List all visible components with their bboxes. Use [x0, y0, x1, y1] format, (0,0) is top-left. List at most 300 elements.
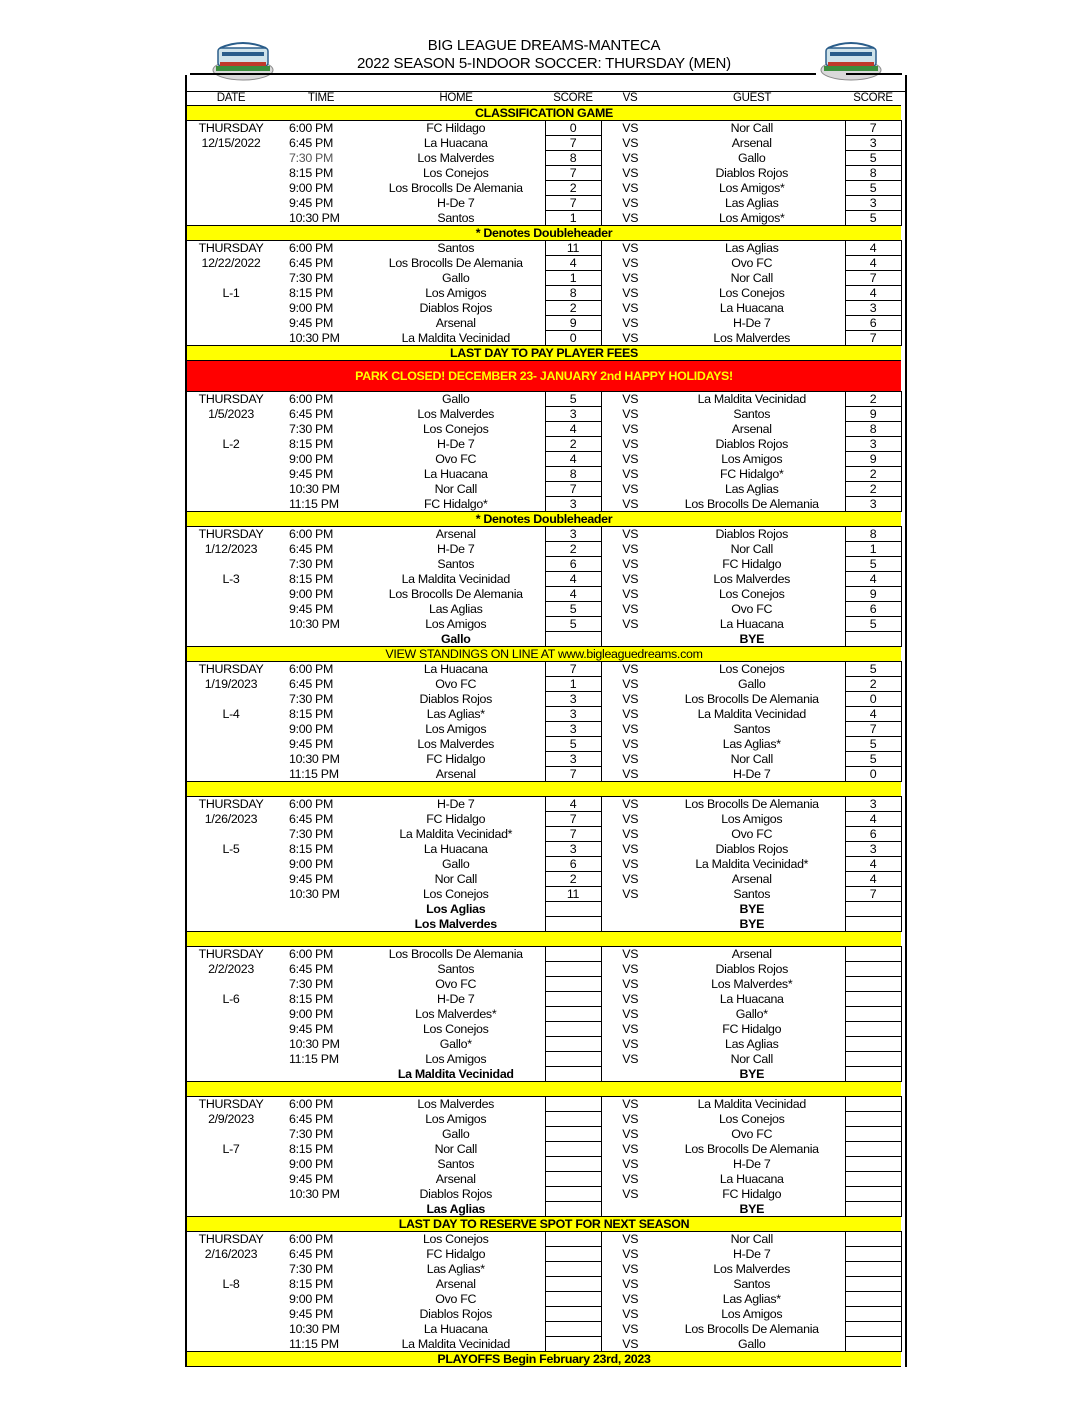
home-score: [545, 1247, 601, 1262]
guest-team: Las Aglias: [725, 1037, 779, 1051]
home-team: Los Brocolls De Alemania: [388, 587, 523, 601]
bye-label: BYE: [739, 916, 765, 931]
banner-text: LAST DAY TO PAY PLAYER FEES: [187, 346, 901, 361]
game-time: 8:15 PM: [289, 437, 334, 451]
separator-cell: [187, 782, 901, 797]
game-row: [187, 1292, 901, 1307]
game-row: [187, 572, 901, 587]
guest-score: [845, 1052, 901, 1067]
guest-score: 8: [845, 527, 901, 542]
home-score: 1: [545, 211, 601, 226]
game-time: 10:30 PM: [289, 617, 340, 631]
week-day: THURSDAY: [198, 947, 264, 962]
week-day: THURSDAY: [198, 1232, 264, 1247]
week-day: THURSDAY: [198, 797, 264, 812]
vs-cell: VS: [622, 1142, 639, 1156]
guest-team: Las Aglias*: [722, 1292, 781, 1306]
guest-score: [845, 1337, 901, 1352]
week-date: 1/5/2023: [208, 407, 254, 421]
vs-cell: VS: [622, 992, 639, 1006]
column-header-row: [187, 92, 901, 106]
guest-score: [845, 1007, 901, 1022]
vs-cell: VS: [622, 1336, 639, 1351]
date-cell: [187, 872, 275, 887]
game-row: [187, 827, 901, 842]
guest-score: 5: [845, 737, 901, 752]
vs-cell: VS: [622, 527, 639, 542]
vs-cell: VS: [622, 602, 639, 616]
date-cell: [187, 1022, 275, 1037]
game-time: 6:00 PM: [289, 241, 334, 256]
home-team: FC Hidalgo: [426, 812, 486, 826]
guest-score: 2: [845, 392, 901, 407]
col-guest: GUEST: [659, 92, 845, 106]
game-time: 6:45 PM: [289, 407, 334, 421]
game-row: [187, 437, 901, 452]
home-team: Los Brocolls De Alemania: [388, 947, 523, 962]
guest-score: [845, 977, 901, 992]
home-team: Ovo FC: [435, 452, 477, 466]
date-cell: [187, 857, 275, 872]
home-score: 9: [545, 316, 601, 331]
game-row: [187, 527, 901, 542]
vs-cell: VS: [622, 151, 639, 165]
guest-team: Arsenal: [731, 947, 772, 962]
col-score: SCORE: [545, 92, 601, 106]
guest-score: [845, 1127, 901, 1142]
home-team: Gallo*: [439, 1037, 472, 1051]
vs-cell: VS: [622, 587, 639, 601]
game-row: [187, 542, 901, 557]
game-row: [187, 707, 901, 722]
home-score: 4: [545, 422, 601, 437]
home-score: [545, 992, 601, 1007]
vs-cell: VS: [622, 467, 639, 481]
banner-text: CLASSIFICATION GAME: [187, 106, 901, 121]
guest-team: Arsenal: [731, 872, 772, 886]
home-score: 3: [545, 407, 601, 422]
guest-score: [845, 1172, 901, 1187]
home-score: 7: [545, 812, 601, 827]
guest-team: Arsenal: [731, 422, 772, 436]
vs-cell: VS: [622, 1112, 639, 1126]
date-cell: [187, 452, 275, 467]
vs-cell: VS: [622, 1172, 639, 1186]
week-day: THURSDAY: [198, 241, 264, 256]
game-time: 6:00 PM: [289, 527, 334, 542]
game-row: [187, 286, 901, 301]
vs-cell: VS: [622, 196, 639, 210]
guest-team: Las Aglias*: [722, 737, 781, 751]
home-score: 4: [545, 452, 601, 467]
guest-score: 4: [845, 857, 901, 872]
vs-cell: VS: [622, 256, 639, 270]
bye-label: BYE: [739, 1201, 765, 1216]
home-score: 7: [545, 166, 601, 181]
vs-cell: VS: [622, 1127, 639, 1141]
guest-team: Diablos Rojos: [715, 962, 789, 976]
vs-cell: [601, 632, 659, 647]
col-score-guest: SCORE: [845, 92, 901, 106]
guest-team: Nor Call: [730, 1052, 773, 1066]
game-row: [187, 587, 901, 602]
week-date: 1/26/2023: [204, 812, 258, 826]
guest-team: Los Brocolls De Alemania: [684, 1322, 819, 1336]
game-row: [187, 1022, 901, 1037]
week-label: L-8: [222, 1277, 240, 1291]
guest-team: Diablos Rojos: [715, 842, 789, 856]
home-team: La Huacana: [423, 662, 488, 677]
week-day: THURSDAY: [198, 392, 264, 407]
guest-team: FC Hidalgo: [722, 557, 782, 571]
home-team: Los Amigos: [425, 722, 487, 736]
vs-cell: VS: [622, 1007, 639, 1021]
guest-team: Las Aglias: [725, 196, 779, 210]
guest-score: [845, 962, 901, 977]
guest-score: 3: [845, 437, 901, 452]
sheet-top-gap: [187, 75, 905, 92]
vs-cell: VS: [622, 1097, 639, 1112]
home-team: Arsenal: [435, 1277, 476, 1291]
game-time: [275, 917, 367, 932]
guest-score: 0: [845, 692, 901, 707]
guest-score: 4: [845, 707, 901, 722]
date-cell: [187, 1007, 275, 1022]
week-label: L-1: [222, 286, 240, 300]
game-time: 9:00 PM: [289, 587, 334, 601]
date-cell: [187, 181, 275, 196]
home-team: Las Aglias*: [426, 1262, 485, 1276]
game-time: 6:45 PM: [289, 256, 334, 270]
guest-score: [845, 1097, 901, 1112]
guest-team: Arsenal: [731, 136, 772, 150]
game-time: 10:30 PM: [289, 1187, 340, 1201]
game-row: [187, 797, 901, 812]
game-row: [187, 842, 901, 857]
home-score: 7: [545, 827, 601, 842]
home-score: 3: [545, 752, 601, 767]
guest-score: [845, 1037, 901, 1052]
home-team: Los Malverdes: [417, 1097, 495, 1112]
game-time: 7:30 PM: [289, 1127, 334, 1141]
home-team: Los Malverdes: [417, 737, 495, 751]
game-row: [187, 166, 901, 181]
home-score: 0: [545, 331, 601, 346]
home-score: [545, 1307, 601, 1322]
week-day: THURSDAY: [198, 121, 264, 136]
col-vs: VS: [601, 92, 659, 106]
home-team: Los Amigos: [425, 617, 487, 631]
vs-cell: VS: [622, 482, 639, 496]
game-time: 10:30 PM: [289, 1322, 340, 1336]
date-cell: [187, 1052, 275, 1067]
guest-score: [845, 1307, 901, 1322]
vs-cell: VS: [622, 1322, 639, 1336]
week-label: L-2: [222, 437, 240, 451]
game-row: [187, 1247, 901, 1262]
game-time: 6:00 PM: [289, 947, 334, 962]
game-row: [187, 767, 901, 782]
vs-cell: VS: [622, 692, 639, 706]
date-cell: [187, 1322, 275, 1337]
game-row: [187, 1112, 901, 1127]
guest-score: 9: [845, 407, 901, 422]
game-row: [187, 467, 901, 482]
week-date: 1/19/2023: [204, 677, 258, 691]
date-cell: [187, 151, 275, 166]
home-team: La Maldita Vecinidad: [401, 330, 510, 345]
guest-team: FC Hidalgo: [722, 1187, 782, 1201]
game-row: [187, 602, 901, 617]
guest-score: [845, 1292, 901, 1307]
guest-score: [845, 1277, 901, 1292]
game-time: 6:45 PM: [289, 962, 334, 976]
home-score: [545, 632, 601, 647]
vs-cell: VS: [622, 766, 639, 781]
game-row: [187, 722, 901, 737]
guest-team: Gallo: [738, 1336, 766, 1351]
home-score: [545, 1142, 601, 1157]
guest-team: Los Conejos: [718, 286, 785, 300]
guest-score: 3: [845, 196, 901, 211]
home-team: Ovo FC: [435, 677, 477, 691]
game-row: [187, 752, 901, 767]
week-date: 2/9/2023: [208, 1112, 254, 1126]
vs-cell: VS: [622, 1187, 639, 1201]
guest-team: Nor Call: [730, 1232, 773, 1247]
guest-score: [845, 632, 901, 647]
banner-text: PARK CLOSED! DECEMBER 23- JANUARY 2nd HAPPY HOLIDAYS!: [187, 361, 901, 392]
game-time: 6:45 PM: [289, 1112, 334, 1126]
home-team: Los Brocolls De Alemania: [388, 256, 523, 270]
home-team: Los Conejos: [422, 166, 489, 180]
schedule-table: [187, 92, 902, 1367]
home-team: Las Aglias*: [426, 707, 485, 721]
guest-score: [845, 947, 901, 962]
guest-team: Santos: [733, 887, 771, 901]
guest-score: 4: [845, 872, 901, 887]
game-row: [187, 992, 901, 1007]
guest-score: 3: [845, 136, 901, 151]
game-time: 7:30 PM: [289, 271, 334, 285]
home-score: [545, 947, 601, 962]
guest-team: Los Malverdes: [713, 572, 791, 586]
col-home: HOME: [367, 92, 545, 106]
game-row: [187, 1052, 901, 1067]
guest-score: [845, 1232, 901, 1247]
date-cell: [187, 422, 275, 437]
week-day: THURSDAY: [198, 662, 264, 677]
guest-score: 5: [845, 617, 901, 632]
guest-team: Los Malverdes: [713, 1262, 791, 1276]
separator-cell: [187, 932, 901, 947]
home-team: Los Amigos: [425, 1052, 487, 1066]
home-team: FC Hidalgo: [426, 752, 486, 766]
home-team: Nor Call: [434, 1142, 477, 1156]
bye-row: [187, 632, 901, 647]
date-cell: [187, 482, 275, 497]
home-team: Los Conejos: [422, 1022, 489, 1036]
home-team: Arsenal: [435, 1172, 476, 1186]
home-score: 5: [545, 602, 601, 617]
home-team: Los Conejos: [422, 422, 489, 436]
game-time: 8:15 PM: [289, 707, 334, 721]
game-row: [187, 422, 901, 437]
date-cell: [187, 497, 275, 512]
home-team: Las Aglias: [429, 602, 483, 616]
guest-score: 6: [845, 316, 901, 331]
guest-team: Santos: [733, 722, 771, 736]
home-score: 5: [545, 617, 601, 632]
vs-cell: VS: [622, 857, 639, 871]
home-team: Los Conejos: [422, 1232, 489, 1247]
guest-score: 2: [845, 482, 901, 497]
vs-cell: VS: [622, 542, 639, 556]
guest-score: 4: [845, 572, 901, 587]
notice-banner: [187, 106, 901, 121]
game-time: 8:15 PM: [289, 1142, 334, 1156]
home-score: 2: [545, 437, 601, 452]
bye-team: Gallo: [441, 631, 471, 646]
guest-score: [845, 917, 901, 932]
game-row: [187, 211, 901, 226]
game-row: [187, 196, 901, 211]
guest-score: 4: [845, 256, 901, 271]
home-team: Diablos Rojos: [419, 1307, 493, 1321]
page-subtitle: 2022 SEASON 5-INDOOR SOCCER: THURSDAY (MEN): [357, 55, 731, 72]
vs-cell: VS: [622, 1277, 639, 1291]
home-team: Los Malverdes*: [415, 1007, 497, 1021]
home-team: Gallo: [442, 392, 470, 407]
home-team: FC Hildago: [426, 121, 486, 136]
vs-cell: VS: [622, 737, 639, 751]
home-team: Los Amigos: [425, 1112, 487, 1126]
guest-score: 4: [845, 286, 901, 301]
vs-cell: VS: [622, 842, 639, 856]
game-time: 11:15 PM: [289, 1052, 339, 1066]
game-time: 9:45 PM: [289, 316, 334, 330]
game-row: [187, 887, 901, 902]
date-cell: [187, 917, 275, 932]
vs-cell: VS: [622, 181, 639, 195]
game-time: 7:30 PM: [289, 692, 334, 706]
guest-score: 0: [845, 767, 901, 782]
vs-cell: VS: [622, 1307, 639, 1321]
home-score: [545, 1277, 601, 1292]
home-score: [545, 1007, 601, 1022]
date-cell: [187, 557, 275, 572]
guest-team: La Maldita Vecinidad: [697, 707, 806, 721]
vs-cell: VS: [622, 1022, 639, 1036]
game-row: [187, 962, 901, 977]
guest-team: Nor Call: [730, 542, 773, 556]
date-cell: [187, 196, 275, 211]
guest-team: Los Conejos: [718, 1112, 785, 1126]
game-time: 6:00 PM: [289, 121, 334, 136]
game-row: [187, 1142, 901, 1157]
guest-team: Los Amigos: [721, 812, 783, 826]
home-score: 2: [545, 301, 601, 316]
bye-row: [187, 902, 901, 917]
home-team: FC Hidalgo: [426, 1247, 486, 1261]
vs-cell: VS: [622, 722, 639, 736]
bye-team: Las Aglias: [426, 1201, 486, 1216]
guest-team: H-De 7: [733, 1247, 771, 1261]
game-row: [187, 1232, 901, 1247]
game-row: [187, 617, 901, 632]
vs-cell: VS: [622, 330, 639, 345]
home-score: [545, 1262, 601, 1277]
home-score: [545, 1112, 601, 1127]
guest-team: Los Brocolls De Alemania: [684, 496, 819, 511]
notice-banner: [187, 512, 901, 527]
game-time: 6:00 PM: [289, 1232, 334, 1247]
guest-score: 7: [845, 121, 901, 136]
notice-banner: [187, 647, 901, 662]
guest-score: 4: [845, 241, 901, 256]
guest-team: Diablos Rojos: [715, 527, 789, 542]
game-time: 8:15 PM: [289, 992, 334, 1006]
home-team: Santos: [437, 962, 475, 976]
game-time: 9:00 PM: [289, 301, 334, 315]
home-team: Santos: [437, 241, 475, 256]
home-team: La Huacana: [423, 842, 488, 856]
home-team: Diablos Rojos: [419, 301, 493, 315]
game-row: [187, 256, 901, 271]
home-score: 6: [545, 557, 601, 572]
date-cell: [187, 587, 275, 602]
notice-banner: [187, 226, 901, 241]
home-score: [545, 1322, 601, 1337]
game-time: 8:15 PM: [289, 1277, 334, 1291]
week-date: 2/16/2023: [204, 1247, 258, 1261]
home-score: [545, 1292, 601, 1307]
guest-score: [845, 1247, 901, 1262]
date-cell: [187, 632, 275, 647]
game-row: [187, 557, 901, 572]
date-cell: [187, 902, 275, 917]
date-cell: [187, 1307, 275, 1322]
guest-team: Ovo FC: [731, 602, 773, 616]
banner-text: PLAYOFFS Begin February 23rd, 2023: [187, 1352, 901, 1367]
home-score: 3: [545, 722, 601, 737]
game-time: 6:00 PM: [289, 1097, 334, 1112]
guest-team: Nor Call: [730, 752, 773, 766]
home-score: [545, 917, 601, 932]
vs-cell: VS: [622, 210, 639, 225]
game-time: 10:30 PM: [289, 752, 340, 766]
game-row: [187, 857, 901, 872]
vs-cell: VS: [622, 1292, 639, 1306]
guest-score: 2: [845, 467, 901, 482]
date-cell: [187, 1262, 275, 1277]
game-row: [187, 1037, 901, 1052]
game-time: 6:45 PM: [289, 1247, 334, 1261]
game-row: [187, 872, 901, 887]
home-team: Los Malverdes: [417, 407, 495, 421]
guest-score: 7: [845, 722, 901, 737]
guest-score: 5: [845, 752, 901, 767]
guest-team: Los Brocolls De Alemania: [684, 797, 819, 812]
vs-cell: VS: [622, 557, 639, 571]
game-time: 6:00 PM: [289, 797, 334, 812]
game-row: [187, 662, 901, 677]
game-time: 11:15 PM: [289, 1336, 339, 1351]
game-time: 9:45 PM: [289, 737, 334, 751]
vs-cell: VS: [622, 977, 639, 991]
game-row: [187, 1127, 901, 1142]
game-row: [187, 121, 901, 136]
